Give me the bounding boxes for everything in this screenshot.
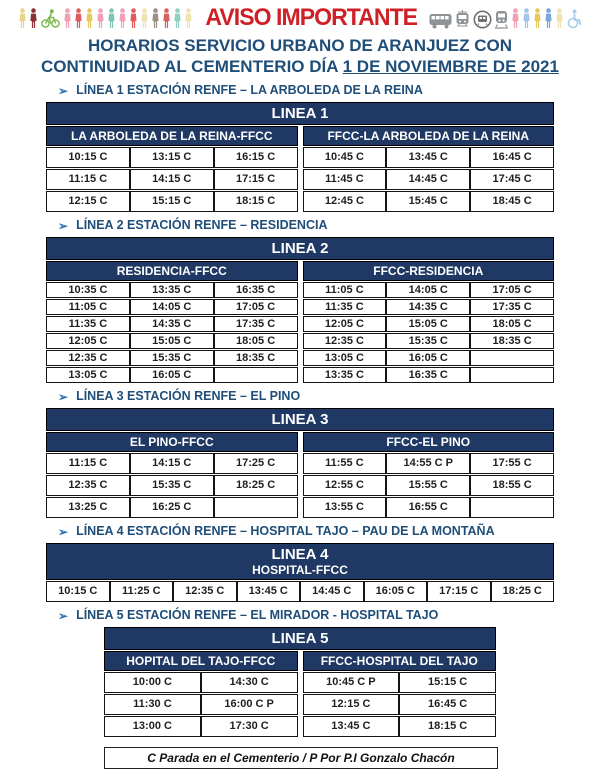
wheelchair-icon bbox=[566, 9, 582, 29]
line-heading-text: LÍNEA 1 ESTACIÓN RENFE – LA ARBOLEDA DE LA REINA bbox=[76, 83, 423, 97]
time-cell: 15:35 C bbox=[130, 350, 214, 366]
time-cell: 14:30 C bbox=[201, 672, 298, 693]
person-icon bbox=[129, 8, 138, 29]
page-title bbox=[0, 35, 600, 77]
bus-icon bbox=[429, 12, 452, 29]
time-cell: 15:15 C bbox=[399, 672, 496, 693]
table-row bbox=[104, 694, 496, 715]
time-cell: 15:05 C bbox=[386, 316, 470, 332]
linea-1-table bbox=[46, 102, 554, 212]
time-cell: 13:05 C bbox=[303, 350, 387, 366]
person-icon bbox=[18, 8, 27, 29]
line-heading bbox=[0, 389, 600, 404]
time-cell: 14:05 C bbox=[130, 299, 214, 315]
time-cell: 17:35 C bbox=[214, 316, 298, 332]
time-cell: 17:05 C bbox=[470, 282, 554, 298]
time-cell: 16:05 C bbox=[364, 581, 428, 602]
time-cell: 12:15 C bbox=[303, 694, 400, 715]
line-section-1 bbox=[0, 83, 600, 212]
time-cell: 11:30 C bbox=[104, 694, 201, 715]
person-icon bbox=[151, 8, 160, 29]
table-row bbox=[46, 581, 554, 602]
time-cell: 10:15 C bbox=[46, 581, 110, 602]
time-cell: 13:00 C bbox=[104, 716, 201, 737]
page-title-line2 bbox=[0, 56, 600, 77]
table-title: LINEA 4 bbox=[271, 546, 329, 563]
time-cell: 17:05 C bbox=[214, 299, 298, 315]
person-icon bbox=[162, 8, 171, 29]
time-cell: 12:05 C bbox=[303, 316, 387, 332]
table-subtitle: HOSPITAL-FFCC bbox=[252, 563, 348, 577]
pedestrian-icons-strip bbox=[18, 8, 193, 29]
time-cell: 11:55 C bbox=[303, 453, 387, 474]
time-cell: 18:35 C bbox=[214, 350, 298, 366]
time-cell: 13:35 C bbox=[303, 367, 387, 383]
transport-icons-strip bbox=[429, 8, 582, 29]
time-cell: 14:45 C bbox=[386, 169, 470, 190]
table-title: LINEA 3 bbox=[271, 411, 329, 428]
time-cell: 15:55 C bbox=[386, 475, 470, 496]
time-cell: 16:05 C bbox=[386, 350, 470, 366]
arrow-bullet-icon: ➢ bbox=[58, 218, 69, 233]
time-cell bbox=[470, 367, 554, 383]
time-cell: 18:25 C bbox=[214, 475, 298, 496]
person-icon bbox=[173, 8, 182, 29]
table-title-band bbox=[46, 408, 554, 431]
time-cell: 12:35 C bbox=[46, 350, 130, 366]
table-row bbox=[46, 333, 554, 349]
time-cell: 17:35 C bbox=[470, 299, 554, 315]
time-cell: 14:45 C bbox=[300, 581, 364, 602]
time-cell: 18:05 C bbox=[214, 333, 298, 349]
time-cell: 14:35 C bbox=[130, 316, 214, 332]
time-cell: 16:15 C bbox=[214, 147, 298, 168]
direction-header: RESIDENCIA-FFCC bbox=[46, 261, 298, 281]
time-cell: 15:35 C bbox=[130, 475, 214, 496]
time-cell: 11:35 C bbox=[303, 299, 387, 315]
page-title-date: 1 DE NOVIEMBRE DE 2021 bbox=[342, 57, 559, 76]
time-cell: 14:35 C bbox=[386, 299, 470, 315]
time-cell: 18:15 C bbox=[399, 716, 496, 737]
time-cell: 16:45 C bbox=[399, 694, 496, 715]
line-section-3 bbox=[0, 389, 600, 518]
direction-header: FFCC-EL PINO bbox=[303, 432, 555, 452]
time-cell: 18:55 C bbox=[470, 475, 554, 496]
time-cell: 13:45 C bbox=[303, 716, 400, 737]
time-cell: 12:55 C bbox=[303, 475, 387, 496]
time-cell: 16:05 C bbox=[130, 367, 214, 383]
time-cell: 10:35 C bbox=[46, 282, 130, 298]
table-row bbox=[46, 497, 554, 518]
line-heading bbox=[0, 83, 600, 98]
table-row bbox=[46, 282, 554, 298]
person-icon bbox=[555, 8, 564, 29]
line-section-4 bbox=[0, 524, 600, 602]
page-title-line2-prefix: CONTINUIDAD AL CEMENTERIO DÍA bbox=[41, 57, 343, 76]
person-icon bbox=[118, 8, 127, 29]
time-cell: 14:15 C bbox=[130, 453, 214, 474]
time-cell: 13:45 C bbox=[386, 147, 470, 168]
table-row bbox=[46, 191, 554, 212]
direction-header: FFCC-HOSPITAL DEL TAJO bbox=[303, 651, 497, 671]
table-row bbox=[46, 316, 554, 332]
person-icon bbox=[511, 8, 520, 29]
time-cell: 12:05 C bbox=[46, 333, 130, 349]
table-row bbox=[104, 672, 496, 693]
table-row bbox=[46, 475, 554, 496]
direction-header: FFCC-RESIDENCIA bbox=[303, 261, 555, 281]
time-cell: 17:25 C bbox=[214, 453, 298, 474]
time-cell: 10:00 C bbox=[104, 672, 201, 693]
time-cell: 17:30 C bbox=[201, 716, 298, 737]
legend-note: C Parada en el Cementerio / P Por P.I Gonzalo Chacón bbox=[104, 747, 498, 769]
line-heading-text: LÍNEA 4 ESTACIÓN RENFE – HOSPITAL TAJO – PAU DE LA MONTAÑA bbox=[76, 524, 495, 538]
line-heading-text: LÍNEA 5 ESTACIÓN RENFE – EL MIRADOR - HOSPITAL TAJO bbox=[76, 608, 439, 622]
tram-icon bbox=[454, 10, 471, 29]
time-cell: 16:45 C bbox=[470, 147, 554, 168]
table-row bbox=[46, 367, 554, 383]
time-cell: 15:05 C bbox=[130, 333, 214, 349]
time-cell: 13:25 C bbox=[46, 497, 130, 518]
linea-4-table bbox=[46, 543, 554, 602]
time-cell: 11:05 C bbox=[303, 282, 387, 298]
time-cell: 18:45 C bbox=[470, 191, 554, 212]
person-icon bbox=[85, 8, 94, 29]
time-cell: 11:25 C bbox=[110, 581, 174, 602]
time-cell: 16:25 C bbox=[130, 497, 214, 518]
direction-headers-row bbox=[46, 432, 554, 452]
time-cell bbox=[470, 350, 554, 366]
time-cell: 13:55 C bbox=[303, 497, 387, 518]
person-icon bbox=[522, 8, 531, 29]
linea-5-table bbox=[104, 627, 496, 737]
line-heading bbox=[0, 524, 600, 539]
table-row bbox=[46, 169, 554, 190]
time-cell: 16:35 C bbox=[386, 367, 470, 383]
linea-2-table bbox=[46, 237, 554, 383]
time-cell: 17:45 C bbox=[470, 169, 554, 190]
arrow-bullet-icon: ➢ bbox=[58, 389, 69, 404]
time-cell: 17:55 C bbox=[470, 453, 554, 474]
time-cell bbox=[214, 367, 298, 383]
person-icon bbox=[107, 8, 116, 29]
time-cell: 18:25 C bbox=[491, 581, 555, 602]
bicycle-icon bbox=[40, 8, 61, 29]
table-row bbox=[46, 147, 554, 168]
metro-icon bbox=[473, 10, 492, 29]
time-cell: 15:45 C bbox=[386, 191, 470, 212]
time-cell: 12:35 C bbox=[303, 333, 387, 349]
table-row bbox=[46, 453, 554, 474]
direction-header: EL PINO-FFCC bbox=[46, 432, 298, 452]
time-cell: 11:15 C bbox=[46, 169, 130, 190]
person-icon bbox=[533, 8, 542, 29]
time-cell: 10:45 C P bbox=[303, 672, 400, 693]
time-cell: 18:35 C bbox=[470, 333, 554, 349]
table-title-band bbox=[46, 237, 554, 260]
direction-header: LA ARBOLEDA DE LA REINA-FFCC bbox=[46, 126, 298, 146]
person-icon bbox=[29, 8, 38, 29]
time-cell: 12:15 C bbox=[46, 191, 130, 212]
top-banner bbox=[0, 3, 600, 33]
linea-3-table bbox=[46, 408, 554, 518]
direction-header: HOPITAL DEL TAJO-FFCC bbox=[104, 651, 298, 671]
line-section-5 bbox=[0, 608, 600, 737]
time-cell: 14:05 C bbox=[386, 282, 470, 298]
time-cell bbox=[470, 497, 554, 518]
person-icon bbox=[63, 8, 72, 29]
person-icon bbox=[74, 8, 83, 29]
direction-headers-row bbox=[46, 261, 554, 281]
time-cell: 13:15 C bbox=[130, 147, 214, 168]
aviso-importante-title: AVISO IMPORTANTE bbox=[205, 4, 417, 31]
arrow-bullet-icon: ➢ bbox=[58, 608, 69, 623]
time-cell: 13:35 C bbox=[130, 282, 214, 298]
time-cell: 16:00 C P bbox=[201, 694, 298, 715]
direction-headers-row bbox=[46, 126, 554, 146]
arrow-bullet-icon: ➢ bbox=[58, 83, 69, 98]
table-title-band bbox=[46, 102, 554, 125]
time-cell bbox=[214, 497, 298, 518]
line-heading-text: LÍNEA 3 ESTACIÓN RENFE – EL PINO bbox=[76, 389, 301, 403]
arrow-bullet-icon: ➢ bbox=[58, 524, 69, 539]
time-cell: 13:45 C bbox=[237, 581, 301, 602]
time-cell: 11:15 C bbox=[46, 453, 130, 474]
time-cell: 16:55 C bbox=[386, 497, 470, 518]
person-icon bbox=[184, 8, 193, 29]
time-cell: 11:45 C bbox=[303, 169, 387, 190]
time-cell: 17:15 C bbox=[214, 169, 298, 190]
time-cell: 10:45 C bbox=[303, 147, 387, 168]
person-icon bbox=[140, 8, 149, 29]
line-section-2 bbox=[0, 218, 600, 383]
train-icon bbox=[494, 10, 509, 29]
table-title: LINEA 1 bbox=[271, 105, 329, 122]
table-title-band bbox=[104, 627, 496, 650]
lines-container bbox=[0, 83, 600, 737]
table-title-band bbox=[46, 543, 554, 580]
line-heading bbox=[0, 608, 600, 623]
direction-header: FFCC-LA ARBOLEDA DE LA REINA bbox=[303, 126, 555, 146]
table-row bbox=[46, 350, 554, 366]
time-cell: 14:55 C P bbox=[386, 453, 470, 474]
time-cell: 16:35 C bbox=[214, 282, 298, 298]
line-heading-text: LÍNEA 2 ESTACIÓN RENFE – RESIDENCIA bbox=[76, 218, 328, 232]
table-row bbox=[46, 299, 554, 315]
time-cell: 12:35 C bbox=[46, 475, 130, 496]
time-cell: 18:15 C bbox=[214, 191, 298, 212]
table-row bbox=[104, 716, 496, 737]
line-heading bbox=[0, 218, 600, 233]
time-cell: 11:35 C bbox=[46, 316, 130, 332]
person-icon bbox=[96, 8, 105, 29]
time-cell: 17:15 C bbox=[427, 581, 491, 602]
time-cell: 15:35 C bbox=[386, 333, 470, 349]
time-cell: 12:35 C bbox=[173, 581, 237, 602]
time-cell: 12:45 C bbox=[303, 191, 387, 212]
table-title: LINEA 5 bbox=[271, 630, 329, 647]
direction-headers-row bbox=[104, 651, 496, 671]
time-cell: 10:15 C bbox=[46, 147, 130, 168]
time-cell: 13:05 C bbox=[46, 367, 130, 383]
time-cell: 14:15 C bbox=[130, 169, 214, 190]
table-title: LINEA 2 bbox=[271, 240, 329, 257]
time-cell: 15:15 C bbox=[130, 191, 214, 212]
person-icon bbox=[544, 8, 553, 29]
page-title-line1: HORARIOS SERVICIO URBANO DE ARANJUEZ CON bbox=[87, 36, 513, 55]
time-cell: 18:05 C bbox=[470, 316, 554, 332]
time-cell: 11:05 C bbox=[46, 299, 130, 315]
